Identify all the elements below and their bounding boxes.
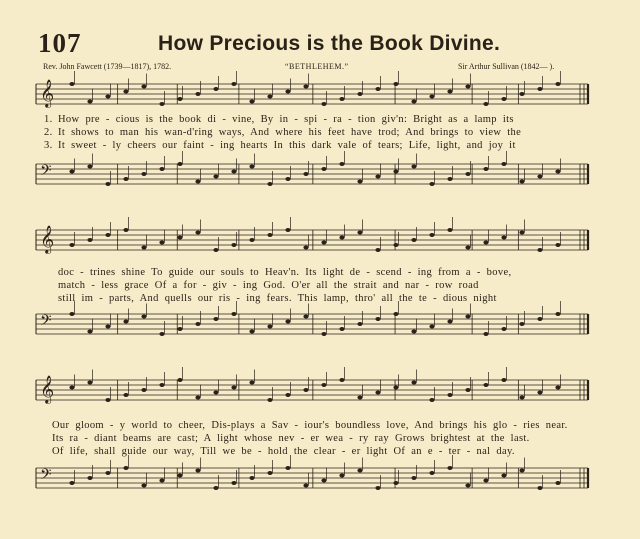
note-head <box>195 322 200 326</box>
note-head <box>501 97 506 101</box>
lyric-text: Our gloom - y world to cheer, Dis-plays a Sav - iour's boundless love, And brings his glo - ries near. <box>52 420 568 431</box>
note-head <box>231 243 236 247</box>
note-head <box>69 386 74 390</box>
note-head <box>231 481 236 485</box>
note-head <box>357 180 362 184</box>
note-head <box>519 322 524 326</box>
note-head <box>105 398 110 402</box>
note-head <box>285 466 290 470</box>
note-head <box>105 95 110 99</box>
note-head <box>141 484 146 488</box>
note-head <box>105 471 110 475</box>
treble-clef: 𝄞 <box>40 79 55 107</box>
note-head <box>231 170 236 174</box>
note-head <box>537 175 542 179</box>
note-head <box>411 100 416 104</box>
treble-staff-system-3 <box>28 372 592 416</box>
note-head <box>87 476 92 480</box>
note-head <box>267 95 272 99</box>
note-head <box>429 471 434 475</box>
note-head <box>321 102 326 106</box>
note-head <box>429 95 434 99</box>
note-head <box>375 486 380 490</box>
lyric-line <box>44 140 516 151</box>
note-head <box>555 82 560 86</box>
lyric-line <box>52 433 530 444</box>
lyric-text: Its ra - diant beams are cast; A light whose nev - er wea - ry ray Grows brightest at the last. <box>52 433 530 444</box>
note-head <box>87 165 92 169</box>
note-head <box>123 466 128 470</box>
note-head <box>519 396 524 400</box>
note-head <box>447 393 452 397</box>
treble-clef: 𝄞 <box>40 375 55 403</box>
note-head <box>195 396 200 400</box>
note-head <box>321 241 326 245</box>
lyricist-credit: Rev. John Fawcett (1739—1817), 1782. <box>43 62 172 71</box>
note-head <box>285 90 290 94</box>
note-head <box>321 383 326 387</box>
lyric-line <box>44 114 514 125</box>
note-head <box>465 172 470 176</box>
lyric-line <box>58 267 511 278</box>
note-head <box>213 248 218 252</box>
note-head <box>285 228 290 232</box>
note-head <box>303 85 308 89</box>
lyric-text: still im - parts, And quells our ris - ing fears. This lamp, thro' all the te - dious night <box>58 293 497 304</box>
note-head <box>483 479 488 483</box>
note-head <box>303 484 308 488</box>
note-head <box>231 386 236 390</box>
note-head <box>501 327 506 331</box>
note-head <box>339 327 344 331</box>
note-head <box>159 332 164 336</box>
note-head <box>339 236 344 240</box>
note-head <box>429 398 434 402</box>
note-head <box>195 92 200 96</box>
note-head <box>303 246 308 250</box>
lyric-text: How pre - cious is the book di - vine, By in - spi - ra - tion giv'n: Bright as a lamp its <box>58 114 514 125</box>
verse-number: 3. <box>44 140 53 151</box>
note-head <box>231 312 236 316</box>
note-head <box>285 177 290 181</box>
note-head <box>375 175 380 179</box>
composer-credit: Sir Arthur Sullivan (1842— ). <box>458 62 555 71</box>
note-head <box>177 236 182 240</box>
note-head <box>393 82 398 86</box>
note-head <box>105 325 110 329</box>
note-head <box>105 233 110 237</box>
note-head <box>69 312 74 316</box>
note-head <box>483 167 488 171</box>
note-head <box>303 315 308 319</box>
note-head <box>159 479 164 483</box>
note-head <box>447 320 452 324</box>
note-head <box>177 327 182 331</box>
note-head <box>411 330 416 334</box>
note-head <box>177 162 182 166</box>
note-head <box>285 320 290 324</box>
note-head <box>537 486 542 490</box>
note-head <box>141 85 146 89</box>
lyric-line <box>44 127 521 138</box>
note-head <box>447 90 452 94</box>
note-head <box>465 315 470 319</box>
note-head <box>555 243 560 247</box>
bass-staff-system-3 <box>28 460 592 504</box>
note-head <box>555 481 560 485</box>
note-head <box>483 332 488 336</box>
note-head <box>465 85 470 89</box>
note-head <box>249 100 254 104</box>
note-head <box>87 381 92 385</box>
note-head <box>141 315 146 319</box>
note-head <box>285 393 290 397</box>
note-head <box>537 317 542 321</box>
hymn-header <box>30 28 620 58</box>
verse-number: 2. <box>44 127 53 138</box>
note-head <box>123 177 128 181</box>
note-head <box>483 241 488 245</box>
note-head <box>501 236 506 240</box>
hymn-number: 107 <box>38 28 82 58</box>
note-head <box>501 162 506 166</box>
note-head <box>519 92 524 96</box>
note-head <box>393 312 398 316</box>
note-head <box>267 471 272 475</box>
note-head <box>213 87 218 91</box>
note-head <box>213 391 218 395</box>
note-head <box>519 231 524 235</box>
note-head <box>213 486 218 490</box>
note-head <box>321 479 326 483</box>
hymn-credits <box>0 62 640 74</box>
note-head <box>411 165 416 169</box>
note-head <box>411 238 416 242</box>
note-head <box>141 388 146 392</box>
note-head <box>357 92 362 96</box>
note-head <box>393 243 398 247</box>
note-head <box>267 325 272 329</box>
note-head <box>339 378 344 382</box>
note-head <box>465 246 470 250</box>
note-head <box>69 82 74 86</box>
note-head <box>375 317 380 321</box>
note-head <box>357 469 362 473</box>
note-head <box>393 170 398 174</box>
lyric-line <box>52 420 568 431</box>
lyric-text: It sweet - ly cheers our faint - ing hearts In this dark vale of tears; Life, light, and joy it <box>58 140 516 151</box>
note-head <box>339 162 344 166</box>
note-head <box>159 167 164 171</box>
note-head <box>537 248 542 252</box>
note-head <box>411 476 416 480</box>
note-head <box>267 233 272 237</box>
note-head <box>519 180 524 184</box>
note-head <box>195 231 200 235</box>
note-head <box>357 231 362 235</box>
note-head <box>555 170 560 174</box>
note-head <box>123 228 128 232</box>
note-head <box>249 330 254 334</box>
verse-number: 1. <box>44 114 53 125</box>
note-head <box>123 393 128 397</box>
note-head <box>501 474 506 478</box>
note-head <box>411 381 416 385</box>
note-head <box>357 322 362 326</box>
note-head <box>177 97 182 101</box>
note-head <box>321 332 326 336</box>
bass-staff-system-1 <box>28 156 592 200</box>
note-head <box>447 228 452 232</box>
note-head <box>87 238 92 242</box>
note-head <box>141 246 146 250</box>
treble-clef: 𝄞 <box>40 225 55 253</box>
note-head <box>375 248 380 252</box>
note-head <box>483 102 488 106</box>
note-head <box>429 325 434 329</box>
note-head <box>375 391 380 395</box>
note-head <box>177 378 182 382</box>
lyric-text: Of life, shall guide our way, Till we be - hold the clear - er light Of an e - ter - nal day. <box>52 446 515 457</box>
treble-staff-system-2 <box>28 222 592 266</box>
note-head <box>69 170 74 174</box>
note-head <box>537 391 542 395</box>
note-head <box>195 469 200 473</box>
note-head <box>267 182 272 186</box>
bass-staff-system-2 <box>28 306 592 350</box>
note-head <box>393 386 398 390</box>
bass-clef: 𝄢 <box>40 162 52 183</box>
note-head <box>429 182 434 186</box>
note-head <box>69 243 74 247</box>
note-head <box>555 312 560 316</box>
hymn-title: How Precious is the Book Divine. <box>158 32 501 55</box>
note-head <box>87 330 92 334</box>
note-head <box>123 320 128 324</box>
note-head <box>159 241 164 245</box>
lyric-line <box>58 293 497 304</box>
note-head <box>447 466 452 470</box>
note-head <box>249 476 254 480</box>
note-head <box>483 383 488 387</box>
treble-staff-system-1 <box>28 76 592 112</box>
note-head <box>69 481 74 485</box>
note-head <box>213 317 218 321</box>
note-head <box>141 172 146 176</box>
note-head <box>123 90 128 94</box>
note-head <box>213 175 218 179</box>
note-head <box>555 386 560 390</box>
lyric-line <box>58 280 479 291</box>
note-head <box>159 383 164 387</box>
note-head <box>195 180 200 184</box>
note-head <box>159 102 164 106</box>
note-head <box>303 172 308 176</box>
note-head <box>267 398 272 402</box>
note-head <box>447 177 452 181</box>
tune-name: “BETHLEHEM.” <box>285 62 349 71</box>
note-head <box>105 182 110 186</box>
note-head <box>501 378 506 382</box>
lyric-text: doc - trines shine To guide our souls to Heav'n. Its light de - scend - ing from a - bove, <box>58 267 512 278</box>
lyric-text: match - less grace Of a for - giv - ing God. O'er all the strait and nar - row road <box>58 280 479 291</box>
note-head <box>537 87 542 91</box>
note-head <box>249 238 254 242</box>
note-head <box>357 396 362 400</box>
note-head <box>375 87 380 91</box>
lyric-line <box>52 446 515 457</box>
note-head <box>249 165 254 169</box>
note-head <box>519 469 524 473</box>
note-head <box>87 100 92 104</box>
note-head <box>429 233 434 237</box>
note-head <box>249 381 254 385</box>
bass-clef: 𝄢 <box>40 466 52 487</box>
note-head <box>465 388 470 392</box>
note-head <box>303 388 308 392</box>
note-head <box>393 481 398 485</box>
lyric-text: It shows to man his wan-d'ring ways, And where his feet have trod; And brings to view the <box>58 127 522 138</box>
note-head <box>231 82 236 86</box>
bass-clef: 𝄢 <box>40 312 52 333</box>
note-head <box>465 484 470 488</box>
note-head <box>339 97 344 101</box>
note-head <box>177 474 182 478</box>
note-head <box>321 167 326 171</box>
note-head <box>339 474 344 478</box>
